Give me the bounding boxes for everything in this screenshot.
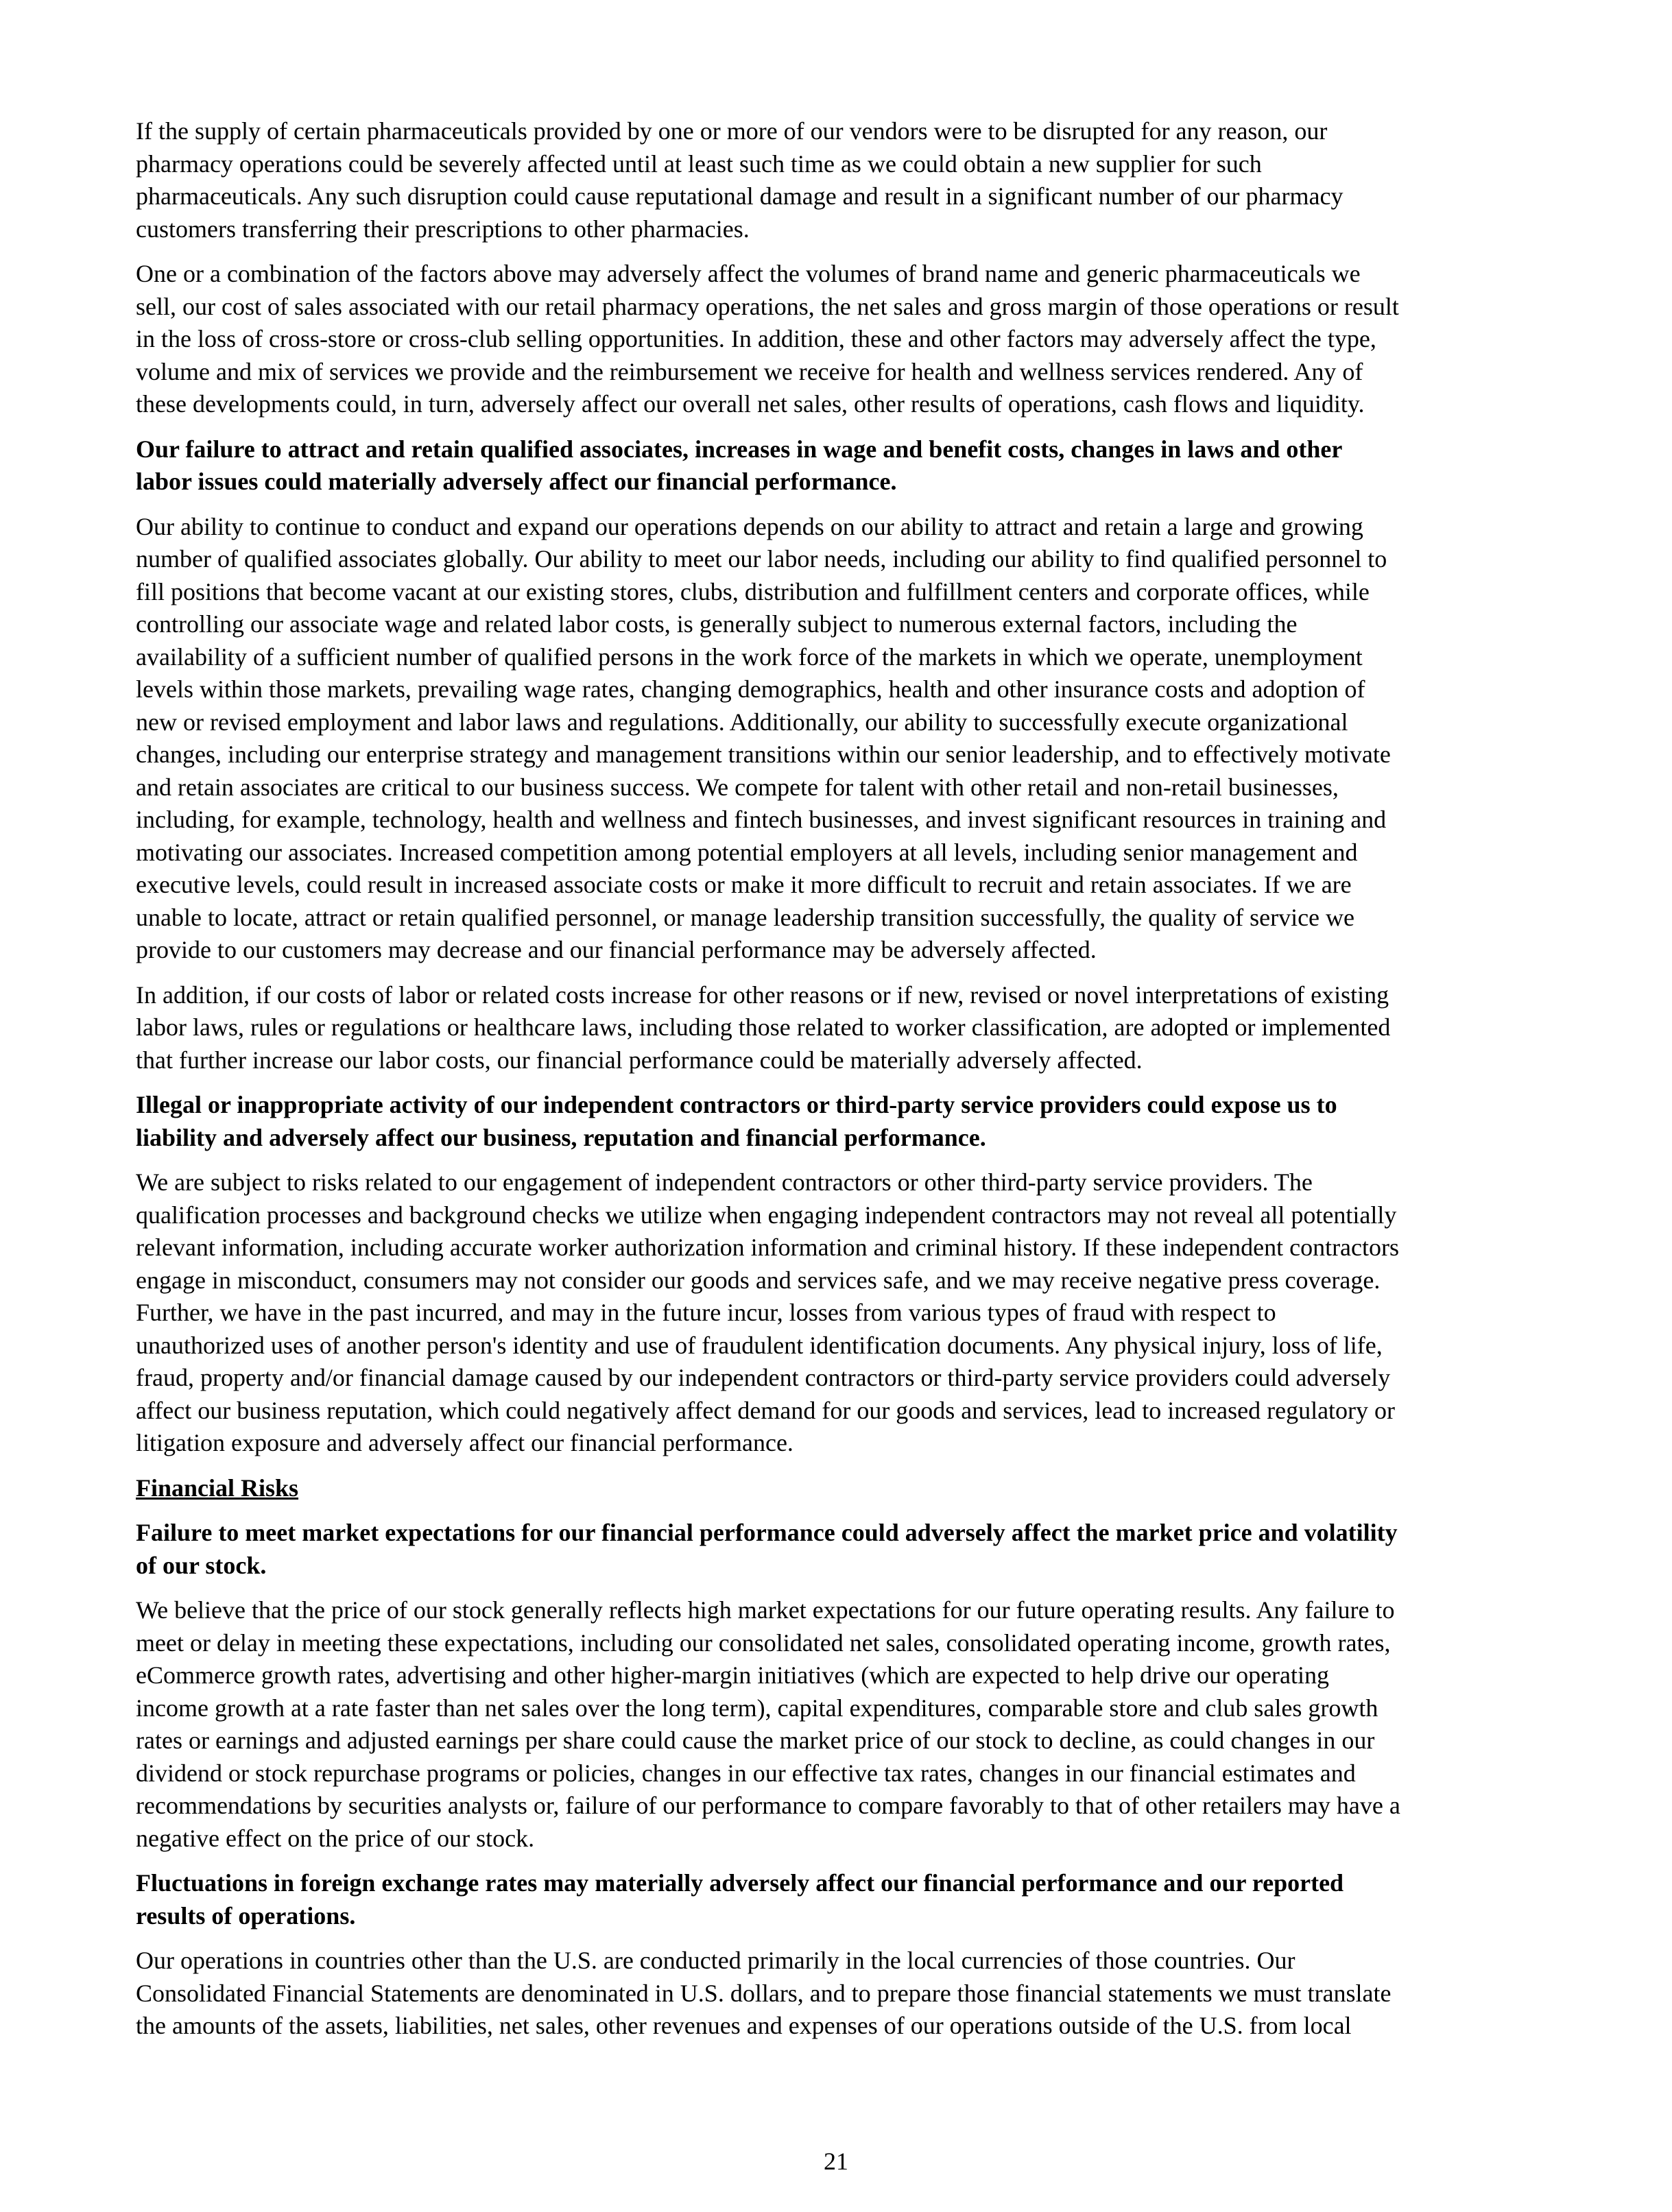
paragraph-stock-price: We believe that the price of our stock generally reflects high market expectations for our future operating results. Any failure to meet or delay in meeting these expectations, including our consolidated net sales, consolidated operating income, growth rates, eCommerce growth rates, advertising and other higher-margin initiatives (which are expected to help drive our operating income growth at a rate faster than net sales over the long term), capital expenditures, comparable store and club sales growth rates or earnings and adjusted earnings per share could cause the market price of our stock to decline, as could changes in our dividend or stock repurchase programs or policies, changes in our effective tax rates, changes in our financial estimates and recommendations by securities analysts or, failure of our performance to compare favorably to that of other retailers may have a negative effect on the price of our stock. <box>136 1596 1400 1852</box>
heading-associates-labor: Our failure to attract and retain qualified associates, increases in wage and benefit costs, changes in laws and other labor issues could materially adversely affect our financial performance. <box>136 435 1343 495</box>
paragraph-foreign-operations: Our operations in countries other than the U.S. are conducted primarily in the local currencies of those countries. Our Consolidated Financial Statements are denominated in U.S. dollars, and to prepare those financial statements we must translate the amounts of the assets, liabilities, net sales, other revenues and expenses of our operations outside of the U.S. from local <box>136 1947 1392 2039</box>
paragraph-contractors-risk: We are subject to risks related to our engagement of independent contractors or other third-party service providers. The qualification processes and background checks we utilize when engaging independent contractors may not reveal all potentially relevant information, including accurate worker authorization information and criminal history. If these independent contractors engage in misconduct, consumers may not consider our goods and services safe, and we may receive negative press coverage. Further, we have in the past incurred, and may in the future incur, losses from various types of fraud with respect to unauthorized uses of another person's identity and use of fraudulent identification documents. Any physical injury, loss of life, fraud, property and/or financial damage caused by our independent contractors or third-party service providers could adversely affect our business reputation, which could negatively affect demand for our goods and services, lead to increased regulatory or litigation exposure and adversely affect our financial performance. <box>136 1168 1400 1456</box>
section-title-financial-risks: Financial Risks <box>136 1474 299 1502</box>
heading-market-expectations: Failure to meet market expectations for our financial performance could adversely affect the market price and volatility of our stock. <box>136 1519 1398 1579</box>
paragraph-factors-combination: One or a combination of the factors above may adversely affect the volumes of brand name and generic pharmaceuticals we sell, our cost of sales associated with our retail pharmacy operations, the net sales and gross margin of those operations or result in the loss of cross-store or cross-club selling opportunities. In addition, these and other factors may adversely affect the type, volume and mix of services we provide and the reimbursement we receive for health and wellness services rendered. Any of these developments could, in turn, adversely affect our overall net sales, other results of operations, cash flows and liquidity. <box>136 260 1399 418</box>
heading-contractors-activity: Illegal or inappropriate activity of our independent contractors or third-party service providers could expose us to liability and adversely affect our business, reputation and financial performance. <box>136 1091 1337 1151</box>
document-body <box>136 115 1543 2055</box>
heading-foreign-exchange: Fluctuations in foreign exchange rates may materially adversely affect our financial performance and our reported results of operations. <box>136 1869 1344 1930</box>
paragraph-pharmacy-supply: If the supply of certain pharmaceuticals provided by one or more of our vendors were to be disrupted for any reason, our pharmacy operations could be severely affected until at least such time as we could obtain a new supplier for such pharmaceuticals. Any such disruption could cause reputational damage and result in a significant number of our pharmacy customers transferring their prescriptions to other pharmacies. <box>136 117 1343 243</box>
page-number: 21 <box>824 2148 848 2175</box>
paragraph-labor-costs: In addition, if our costs of labor or related costs increase for other reasons or if new, revised or novel interpretations of existing labor laws, rules or regulations or healthcare laws, including those related to worker classification, are adopted or implemented that further increase our labor costs, our financial performance could be materially adversely affected. <box>136 981 1391 1074</box>
paragraph-labor-needs: Our ability to continue to conduct and expand our operations depends on our ability to attract and retain a large and growing number of qualified associates globally. Our ability to meet our labor needs, including our ability to find qualified personnel to fill positions that become vacant at our existing stores, clubs, distribution and fulfillment centers and corporate offices, while controlling our associate wage and related labor costs, is generally subject to numerous external factors, including the availability of a sufficient number of qualified persons in the work force of the markets in which we operate, unemployment levels within those markets, prevailing wage rates, changing demographics, health and other insurance costs and adoption of new or revised employment and labor laws and regulations. Additionally, our ability to successfully execute organizational changes, including our enterprise strategy and management transitions within our senior leadership, and to effectively motivate and retain associates are critical to our business success. We compete for talent with other retail and non-retail businesses, including, for example, technology, health and wellness and fintech businesses, and invest significant resources in training and motivating our associates. Increased competition among potential employers at all levels, including senior management and executive levels, could result in increased associate costs or make it more difficult to recruit and retain associates. If we are unable to locate, attract or retain qualified personnel, or manage leadership transition successfully, the quality of service we provide to our customers may decrease and our financial performance may be adversely affected. <box>136 512 1391 963</box>
